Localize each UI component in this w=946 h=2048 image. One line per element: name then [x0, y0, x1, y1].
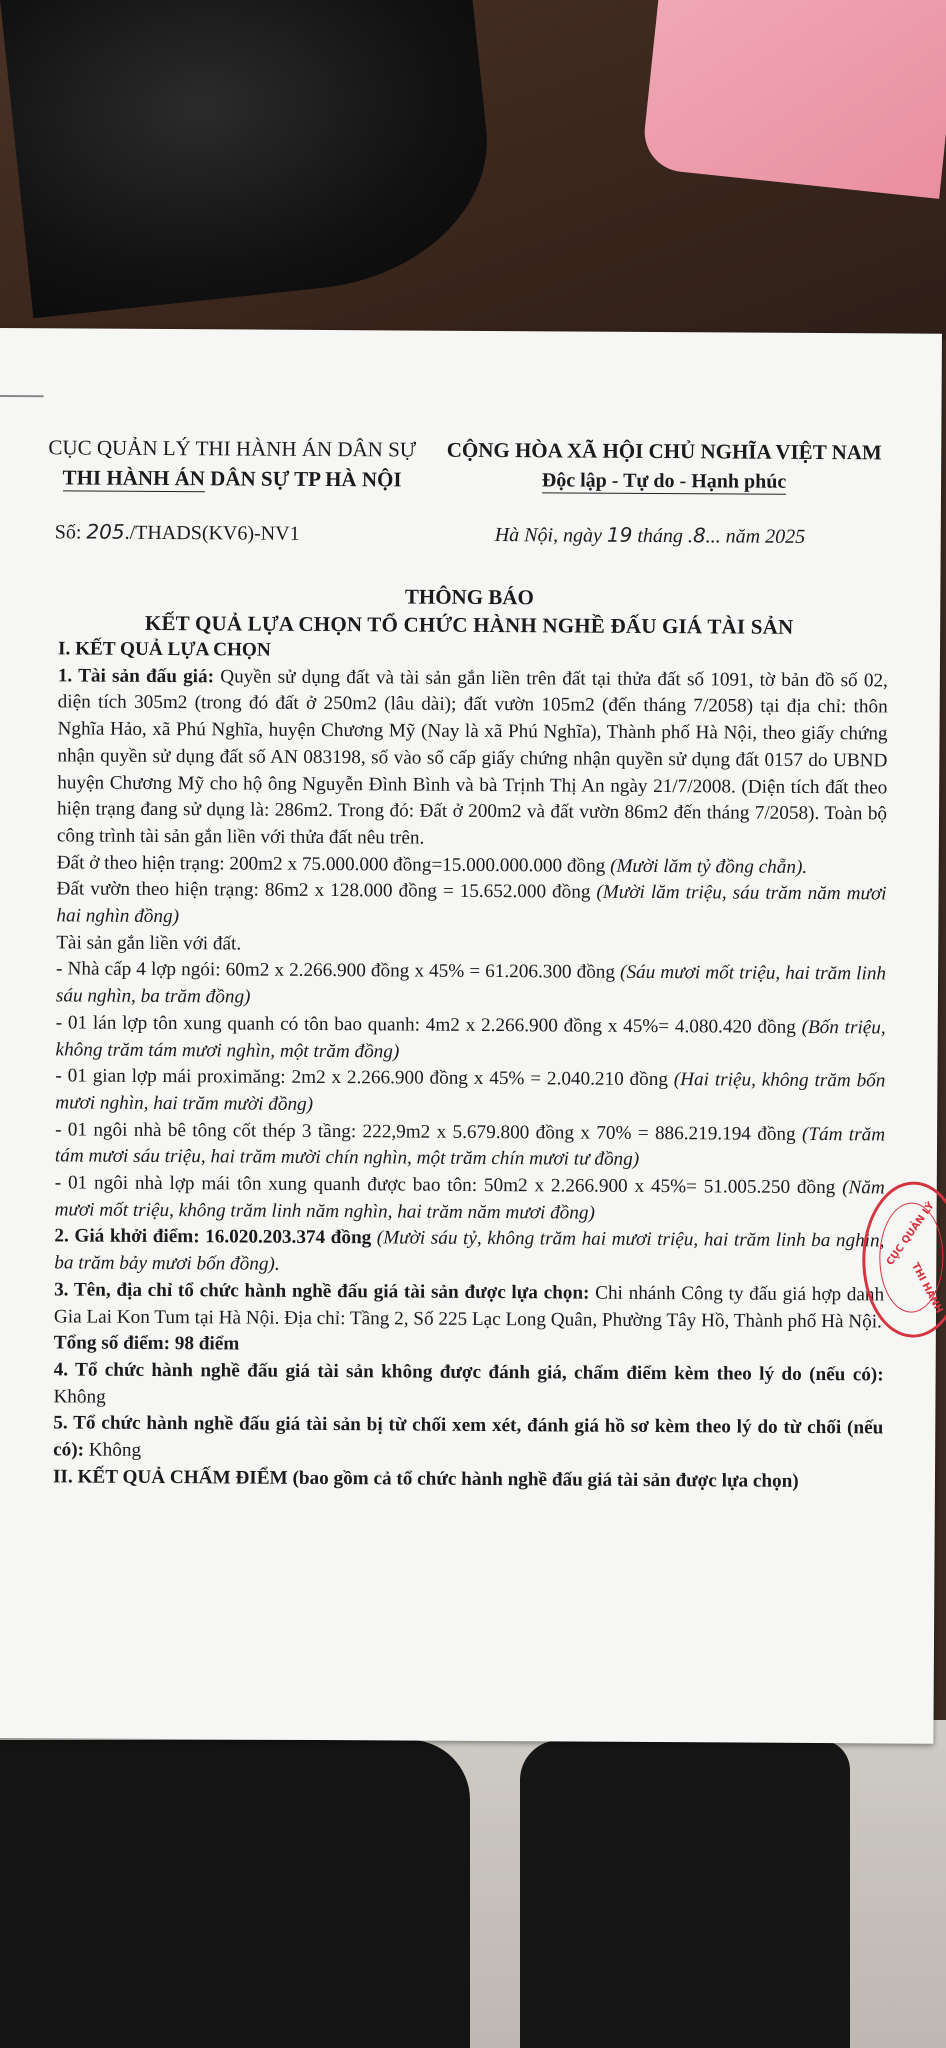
margin-rule — [0, 395, 44, 397]
reference-handwritten-number: 205 — [86, 519, 125, 544]
agency-line2 — [27, 462, 437, 495]
valuation-land-words: (Mười lăm tỷ đồng chẵn). — [610, 855, 808, 878]
date-year: ... năm 2025 — [705, 525, 806, 548]
item4-label: 4. Tổ chức hành nghề đấu giá tài sản không được đánh giá, chấm điểm kèm theo lý do (nếu có): — [53, 1359, 884, 1386]
stamp-arc-side: THI HÀNH — [909, 1261, 945, 1316]
attached-item — [55, 1117, 885, 1175]
agency-line1: CỤC QUẢN LÝ THI HÀNH ÁN DÂN SỰ — [48, 435, 417, 462]
item3-paragraph — [54, 1277, 884, 1335]
motto-text: Độc lập - Tự do - Hạnh phúc — [541, 469, 787, 493]
agency-line2-rest: DÂN SỰ TP HÀ NỘI — [204, 466, 402, 492]
attached-item-words: (Hai triệu, không trăm bốn mươi nghìn, hai trăm mười đồng) — [55, 1069, 886, 1115]
attached-assets-heading: Tài sản gắn liền với đất. — [56, 932, 242, 955]
notice-title: THÔNG BÁO — [404, 584, 534, 610]
notice-subtitle: KẾT QUẢ LỰA CHỌN TỔ CHỨC HÀNH NGHỀ ĐẤU GIÁ TÀI SẢN — [144, 610, 794, 639]
valuation-garden-text: Đất vườn theo hiện trạng: 86m2 x 128.000 đồng = 15.652.000 đồng — [56, 878, 597, 903]
section2-heading: II. KẾT QUẢ CHẤM ĐIỂM (bao gồm cả tổ chức hành nghề đấu giá tài sản được lựa chọn) — [52, 1466, 799, 1492]
item4-paragraph — [53, 1357, 883, 1415]
attached-item-words: (Tám trăm tám mươi sáu triệu, hai trăm mười chín nghìn, một trăm chín mươi tư đồng) — [54, 1123, 886, 1171]
date-day-handwritten: 19 — [606, 522, 633, 547]
attached-item — [55, 1170, 885, 1228]
valuation-garden-words: (Mười lăm triệu, sáu trăm năm mươi hai nghìn đồng) — [56, 881, 887, 928]
attached-item-words: (Bốn triệu, không trăm tám mươi nghìn, một trăm đồng) — [55, 1016, 886, 1062]
date-prefix: Hà Nội, ngày — [494, 524, 608, 547]
item5-label: 5. Tổ chức hành nghề đấu giá tài sản bị từ chối xem xét, đánh giá hồ sơ kèm theo lý do từ chối (nếu có): — [53, 1412, 884, 1461]
attached-item-text: - Nhà cấp 4 lợp ngói: 60m2 x 2.266.900 đồng x 45% = 61.206.300 đồng — [56, 958, 621, 984]
item1-text: Quyền sử dụng đất và tài sản gắn liền trên đất tại thửa đất số 1091, tờ bản đồ số 02, diện tích 305m2 (trong đó đất ở 250m2 (lâu dài); đất vườn 105m2 (đến tháng 7/2058) tại địa chỉ: thôn Nghĩa Hảo, xã Phú Nghĩa, huyện Chương Mỹ (Nay là xã Phú Nghĩa), Thành phố Hà Nội, theo giấy chứng nhận quyền sử dụng đất số AN 083198, số vào sổ cấp giấy chứng nhận quyền sử dụng đất 0157 do UBND huyện Chương Mỹ cho hộ ông Nguyễn Đình Bình và bà Trịnh Thị An ngày 21/7/2008. (Diện tích đất theo hiện trạng đang sử dụng là: 286m2. Trong đó: Đất ở 200m2 và đất vườn 86m2 đến tháng 7/2058). Toàn bộ công trình tài sản gắn liền với thửa đất nêu trên. — [56, 666, 888, 849]
item3-text: Chi nhánh Công ty đấu giá hợp danh Gia Lai Kon Tum tại Hà Nội. Địa chỉ: Tầng 2, Số 225 Lạc Long Quân, Phường Tây Hồ, Thành phố Hà Nội. — [53, 1282, 885, 1332]
left-shoe — [0, 1740, 470, 2048]
section1-heading: I. KẾT QUẢ LỰA CHỌN — [57, 638, 271, 661]
place-date — [495, 522, 806, 549]
document-body — [53, 636, 888, 1496]
issuing-agency-header — [27, 432, 437, 495]
item4-text: Không — [53, 1386, 106, 1408]
attached-item-words: (Sáu mươi mốt triệu, hai trăm linh sáu nghìn, ba trăm đồng) — [55, 962, 887, 1008]
item5-paragraph — [53, 1411, 883, 1469]
item1-label: 1. Tài sản đấu giá: — [57, 665, 215, 688]
right-shoe — [520, 1740, 850, 2048]
item1-paragraph — [57, 663, 888, 855]
item2-label: 2. Giá khởi điểm: 16.020.203.374 đồng — [54, 1225, 372, 1249]
agency-line2-underlined: THI HÀNH ÁN — [62, 465, 206, 491]
pink-packet-object — [641, 0, 946, 199]
attached-item — [56, 957, 886, 1015]
valuation-land-text: Đất ở theo hiện trạng: 200m2 x 75.000.000 đồng=15.000.000.000 đồng — [56, 851, 611, 877]
attached-item-text: - 01 ngôi nhà bê tông cốt thép 3 tầng: 222,9m2 x 5.679.800 đồng x 70% = 886.219.194 đồng — [55, 1119, 803, 1145]
attached-item-text: - 01 lán lợp tôn xung quanh có tôn bao quanh: 4m2 x 2.266.900 đồng x 45%= 4.080.420 đồng — [55, 1012, 802, 1038]
total-score: Tổng số điểm: 98 điểm — [53, 1332, 240, 1355]
reference-suffix: ./THADS(KV6)-NV1 — [124, 521, 300, 545]
stamp-arc-top: CỤC QUẢN LÝ — [884, 1200, 937, 1268]
item3-label: 3. Tên, địa chỉ tổ chức hành nghề đấu giá tài sản được lựa chọn: — [54, 1279, 590, 1304]
item2-words: (Mười sáu tỷ, không trăm hai mươi triệu, hai trăm linh ba nghìn, ba trăm bảy mươi bốn đồng). — [54, 1227, 885, 1275]
reference-prefix: Số: — [54, 521, 87, 544]
date-month-label: tháng . — [632, 524, 694, 548]
attached-item-words: (Năm mươi mốt triệu, không trăm linh năm nghìn, hai trăm năm mươi đồng) — [54, 1177, 885, 1224]
document-paper — [0, 328, 945, 1744]
attached-item-text: - 01 gian lợp mái proximăng: 2m2 x 2.266.900 đồng x 45% = 2.040.210 đồng — [55, 1065, 674, 1091]
attached-item-text: - 01 ngôi nhà lợp mái tôn xung quanh được bao tôn: 50m2 x 2.266.900 x 45%= 51.005.250 đồng — [54, 1172, 843, 1199]
item5-text: Không — [83, 1439, 142, 1461]
country-name: CỘNG HÒA XÃ HỘI CHỦ NGHĨA VIỆT NAM — [446, 437, 882, 465]
reference-number — [55, 519, 300, 545]
valuation-garden — [56, 877, 886, 935]
attached-item — [55, 1064, 885, 1122]
item2-paragraph — [54, 1224, 884, 1282]
attached-item — [56, 1010, 886, 1068]
date-month-handwritten: 8 — [692, 523, 706, 548]
national-motto-header — [429, 435, 899, 498]
motto — [429, 465, 899, 498]
